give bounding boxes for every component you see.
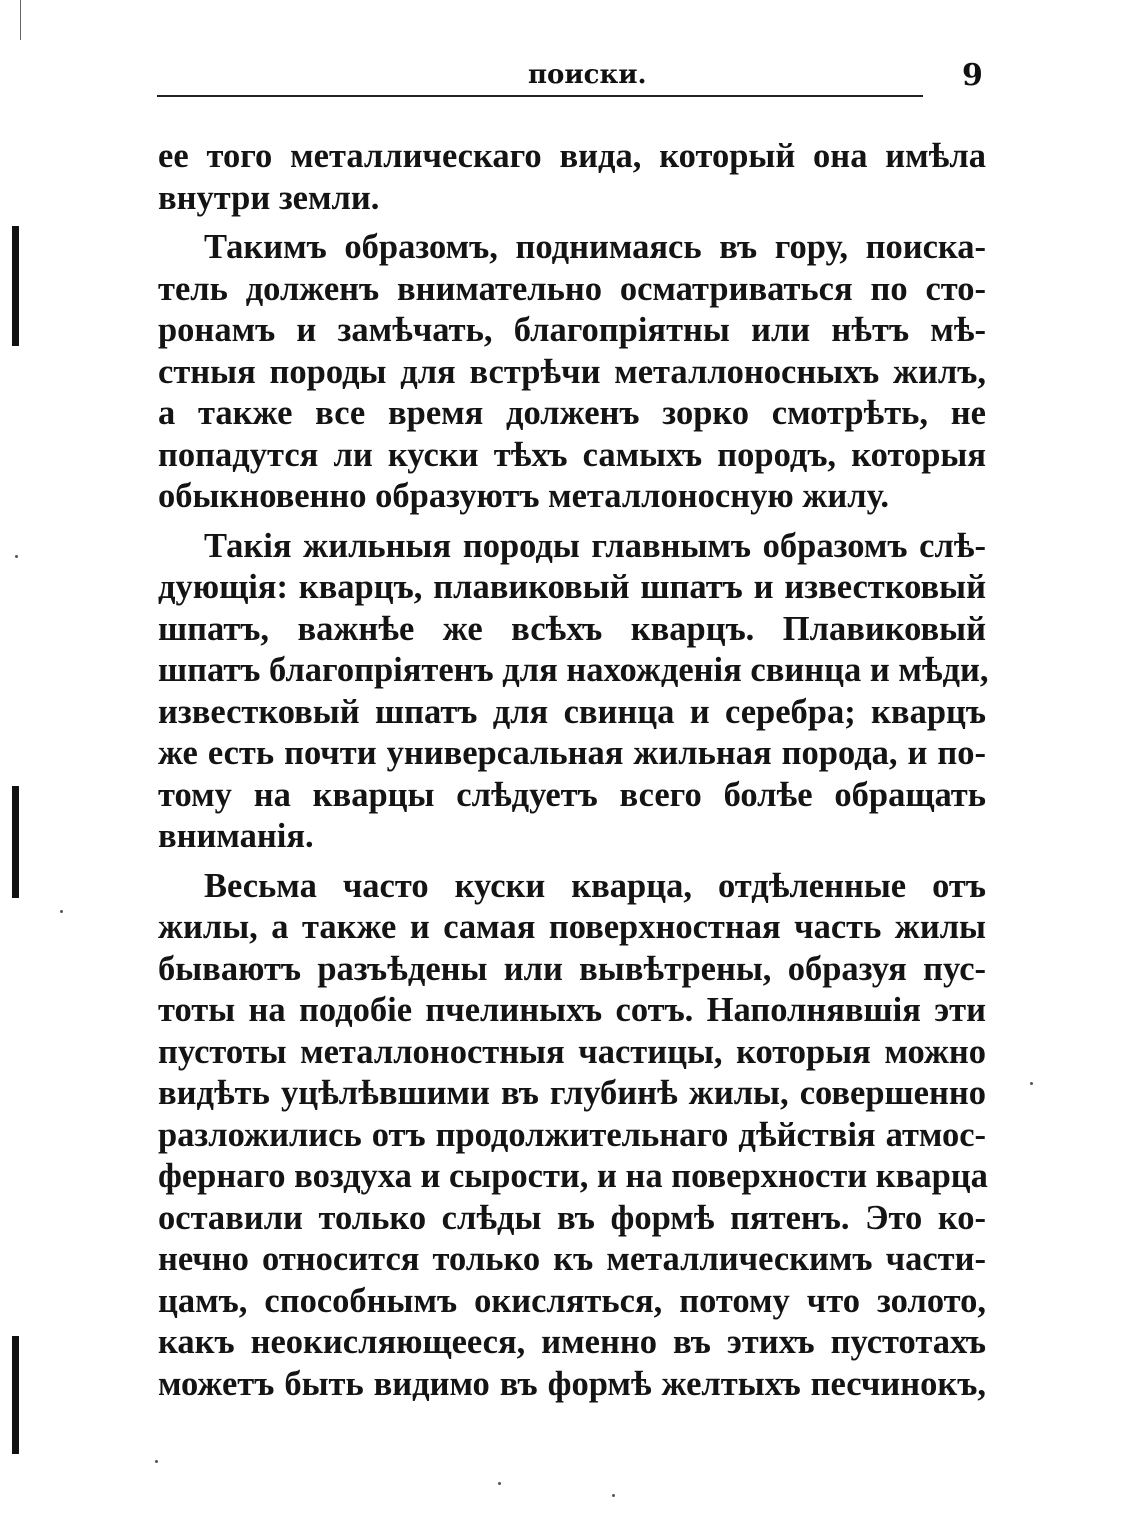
text-line: видѣть уцѣлѣвшими въ глубинѣ жилы, совершенно <box>158 1074 986 1112</box>
text-line: тому на кварцы слѣдуетъ всего болѣе обращать <box>158 775 986 814</box>
text-line: попадутся ли куски тѣхъ самыхъ породъ, которыя <box>158 435 986 474</box>
text-line: нечно относится только къ металлическимъ части- <box>158 1240 986 1278</box>
text-line: дующія: кварцъ, плавиковый шпатъ и известковый <box>158 568 986 606</box>
text-line: вниманія. <box>158 817 314 855</box>
text-line: разложились отъ продолжительнаго дѣйствія атмос- <box>158 1115 986 1154</box>
body-text <box>158 136 989 1405</box>
text-line: Такимъ образомъ, поднимаясь въ гору, поиска- <box>204 228 986 266</box>
text-line: известковый шпатъ для свинца и серебра; кварцъ <box>158 692 986 731</box>
scan-margin-mark <box>12 226 19 346</box>
text-line: шпатъ благопріятенъ для нахожденія свинца и мѣди, <box>158 651 989 689</box>
text-line: ее того металлическаго вида, который она имѣла <box>158 137 986 175</box>
paragraph-4 <box>158 866 986 1406</box>
page-number: 9 <box>962 58 983 93</box>
text-line: шпатъ, важнѣе же всѣхъ кварцъ. Плавиковый <box>158 609 986 648</box>
text-line: бываютъ разъѣдены или вывѣтрены, образуя пус- <box>158 949 986 988</box>
text-line: какъ неокисляющееся, именно въ этихъ пустотахъ <box>158 1323 986 1361</box>
scan-speck <box>612 1494 615 1497</box>
scan-speck <box>1030 1082 1033 1085</box>
text-line: стныя породы для встрѣчи металлоносныхъ жилъ, <box>158 352 986 391</box>
text-line: пустоты металлоностныя частицы, которыя можно <box>158 1032 986 1071</box>
running-title: поиски. <box>528 60 647 90</box>
text-line: же есть почти универсальная жильная порода, и по- <box>158 734 986 772</box>
text-line: оставили только слѣды въ формѣ пятенъ. Это ко- <box>158 1198 986 1237</box>
text-line: Такія жильныя породы главнымъ образомъ слѣ- <box>204 526 986 565</box>
scan-speck <box>155 1460 158 1463</box>
paragraph-1 <box>158 136 986 219</box>
text-line: Весьма часто куски кварца, отдѣленные отъ <box>204 866 986 905</box>
text-line: можетъ быть видимо въ формѣ желтыхъ песчинокъ, <box>158 1364 986 1403</box>
header-rule <box>157 95 923 97</box>
running-head <box>0 58 1140 98</box>
scan-speck <box>15 555 18 558</box>
scan-speck <box>60 910 63 913</box>
text-line: ронамъ и замѣчать, благопріятны или нѣтъ мѣ- <box>158 311 986 349</box>
text-line: жилы, а также и самая поверхностная часть жилы <box>158 908 986 946</box>
paragraph-3 <box>158 526 989 858</box>
text-line: фернаго воздуха и сырости, и на поверхности кварца <box>158 1157 988 1195</box>
text-line: тоты на подобіе пчелиныхъ сотъ. Наполнявшія эти <box>158 991 986 1029</box>
text-line: цамъ, способнымъ окисляться, потому что золото, <box>158 1281 986 1320</box>
scan-margin-mark <box>12 786 19 898</box>
scan-speck <box>498 1482 501 1485</box>
page-edge-line <box>20 0 21 40</box>
text-line: внутри земли. <box>158 178 380 217</box>
scan-margin-mark <box>12 1336 19 1454</box>
text-line: тель долженъ внимательно осматриваться по сто- <box>158 269 986 308</box>
text-line: а также все время долженъ зорко смотрѣть, не <box>158 394 986 432</box>
text-line: обыкновенно образуютъ металлоносную жилу. <box>158 477 890 515</box>
paragraph-2 <box>158 227 986 518</box>
